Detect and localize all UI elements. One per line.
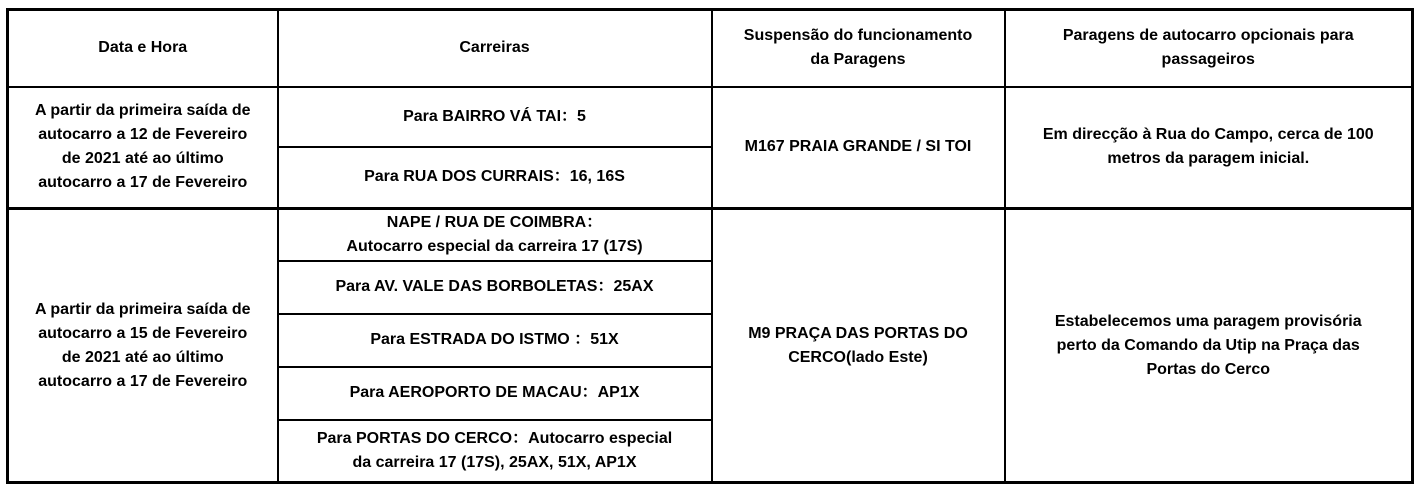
header-routes: Carreiras [278,10,712,87]
section2-route-aeroporto: Para AEROPORTO DE MACAU：AP1X [278,367,712,420]
section2-date-line: autocarro a 15 de Fevereiro [38,324,248,342]
section2-suspended-stop [712,209,1005,483]
section2-suspended-line2: CERCO(lado Este) [788,348,928,366]
header-row [8,10,1413,87]
section1-optional-line: Em direcção à Rua do Campo, cerca de 100 [1042,126,1374,144]
section2-row1 [8,209,1413,261]
header-optional-line2: passageiros [1161,51,1255,69]
section1-optional-line: metros da paragem inicial. [1107,150,1310,168]
section2-route-portas-do-cerco [278,420,712,483]
section2-date-line: de 2021 até ao último [61,348,224,366]
section1-date-line: A partir da primeira saída de [35,102,251,120]
header-suspension-line2: da Paragens [810,51,906,69]
section2-route-portas-line1: Para PORTAS DO CERCO：Autocarro especial [316,429,673,447]
section2-route-nape-line1: NAPE / RUA DE COIMBRA： [386,213,603,231]
section2-date-line: A partir da primeira saída de [35,300,251,318]
section1-date-line: de 2021 até ao último [61,150,224,168]
bus-stop-suspension-table [6,8,1414,484]
section1-suspended-stop: M167 PRAIA GRANDE / SI TOI [712,87,1005,209]
section1-date-range [8,87,278,209]
section2-route-portas-line2: da carreira 17 (17S), 25AX, 51X, AP1X [352,453,637,471]
header-suspension-line1: Suspensão do funcionamento [743,27,973,45]
section2-optional-line: Portas do Cerco [1146,360,1271,378]
header-optional-line1: Paragens de autocarro opcionais para [1062,27,1354,45]
section2-route-estrada-do-istmo: Para ESTRADA DO ISTMO ：51X [278,314,712,367]
section1-date-line: autocarro a 12 de Fevereiro [38,126,248,144]
section2-optional-line: perto da Comando da Utip na Praça das [1056,336,1360,354]
section2-route-nape [278,209,712,261]
header-suspension [712,10,1005,87]
header-optional-stops [1005,10,1413,87]
section1-route-rua-dos-currais: Para RUA DOS CURRAIS：16, 16S [278,147,712,209]
section2-route-vale-das-borboletas: Para AV. VALE DAS BORBOLETAS：25AX [278,261,712,314]
section1-row1 [8,87,1413,147]
section2-suspended-line1: M9 PRAÇA DAS PORTAS DO [748,324,968,342]
section1-date-line: autocarro a 17 de Fevereiro [38,174,248,192]
section1-optional-stop [1005,87,1413,209]
section2-route-nape-line2: Autocarro especial da carreira 17 (17S) [346,237,643,255]
section2-date-range [8,209,278,483]
section2-date-line: autocarro a 17 de Fevereiro [38,372,248,390]
section2-optional-stop [1005,209,1413,483]
header-date-time: Data e Hora [8,10,278,87]
section1-route-bairro-va-tai: Para BAIRRO VÁ TAI：5 [278,87,712,147]
section2-optional-line: Estabelecemos uma paragem provisória [1054,312,1362,330]
